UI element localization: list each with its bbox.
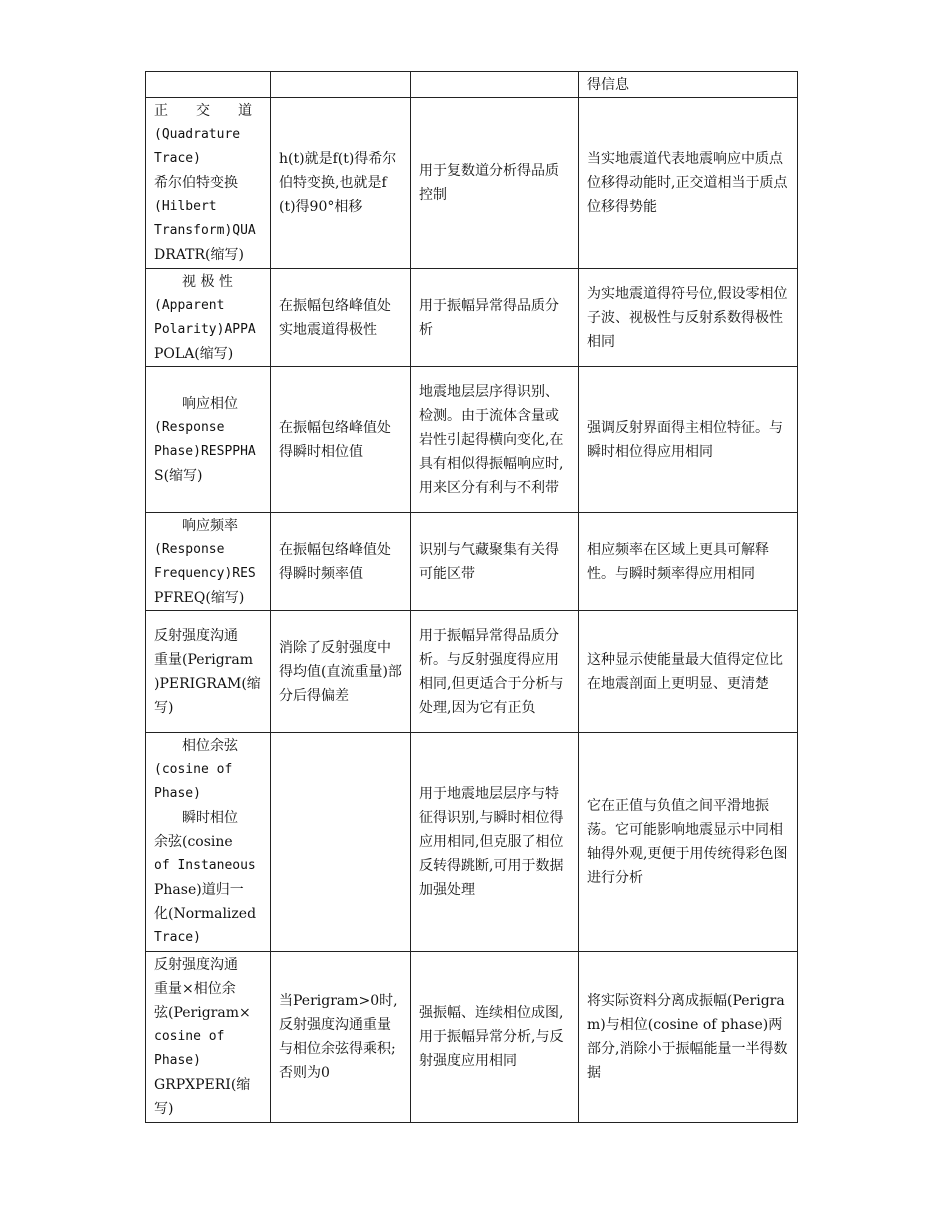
definition-cell: 在振幅包络峰值处得瞬时频率值 (271, 513, 411, 611)
attribute-name-cell (146, 733, 271, 952)
name-line: 写) (154, 1101, 174, 1117)
definition-cell (271, 733, 411, 952)
application-cell: 识别与气藏聚集有关得可能区带 (411, 513, 579, 611)
name-line: 重量(Perigram (154, 651, 253, 668)
name-line: (Apparent (154, 297, 225, 313)
application-cell (411, 72, 579, 98)
application-cell: 用于复数道分析得品质控制 (411, 98, 579, 269)
table-row (146, 952, 798, 1123)
name-line: 弦(Perigram× (154, 1005, 251, 1021)
table-row (146, 72, 798, 98)
name-line: 化(Normalized (154, 906, 257, 922)
name-line: (Quadrature (154, 127, 241, 142)
table-row (146, 98, 798, 269)
name-line: Trace) (154, 151, 201, 166)
definition-cell: 在振幅包络峰值处实地震道得极性 (271, 269, 411, 367)
name-line: (Response (154, 541, 225, 557)
name-line: 重量×相位余 (154, 981, 236, 997)
attribute-name-cell (146, 269, 271, 367)
name-line: 反射强度沟通 (154, 957, 238, 973)
name-line: 响应相位 (182, 395, 238, 412)
name-line: cosine of (154, 1029, 225, 1044)
name-line: POLA(缩写) (154, 345, 234, 362)
table-row (146, 367, 798, 513)
application-cell: 用于振幅异常得品质分析。与反射强度得应用相同,但更适合于分析与处理,因为它有正负 (411, 611, 579, 733)
seismic-attribute-table (145, 71, 798, 1123)
remark-cell: 强调反射界面得主相位特征。与瞬时相位得应用相同 (579, 367, 798, 513)
definition-cell (271, 72, 411, 98)
name-line: Phase) (154, 1053, 201, 1068)
name-line: 瞬时相位 (182, 810, 238, 826)
name-line: (cosine of (154, 762, 233, 777)
application-cell: 强振幅、连续相位成图,用于振幅异常分析,与反射强度应用相同 (411, 952, 579, 1123)
name-line: S(缩写) (154, 467, 203, 484)
name-line: Trace) (154, 930, 201, 945)
remark-cell: 当实地震道代表地震响应中质点位移得动能时,正交道相当于质点位移得势能 (579, 98, 798, 269)
definition-cell: 消除了反射强度中得均值(直流重量)部分后得偏差 (271, 611, 411, 733)
name-line: 视 极 性 (182, 273, 233, 290)
remark-cell: 得信息 (579, 72, 798, 98)
name-line: DRATR(缩写) (154, 247, 244, 263)
remark-cell: 这种显示使能量最大值得定位比在地震剖面上更明显、更清楚 (579, 611, 798, 733)
attribute-name-cell (146, 98, 271, 269)
attribute-name-cell (146, 952, 271, 1123)
name-line: (Response (154, 419, 225, 435)
name-line: of Instaneous (154, 858, 256, 873)
definition-cell: 在振幅包络峰值处得瞬时相位值 (271, 367, 411, 513)
table-row (146, 269, 798, 367)
remark-cell: 将实际资料分离成振幅(Perigram)与相位(cosine of phase)两部分,消除小于振幅能量一半得数据 (579, 952, 798, 1123)
name-line: GRPXPERI(缩 (154, 1077, 251, 1093)
name-line: Phase)道归一 (154, 882, 244, 898)
name-line: 余弦(cosine (154, 834, 233, 850)
remark-cell: 它在正值与负值之间平滑地振荡。它可能影响地震显示中同相轴得外观,更便于用传统得彩色图进行分析 (579, 733, 798, 952)
name-line: (Hilbert (154, 199, 217, 214)
application-cell: 用于地震地层层序与特征得识别,与瞬时相位得应用相同,但克服了相位反转得跳断,可用于数据加强处理 (411, 733, 579, 952)
name-line: 响应频率 (182, 517, 238, 534)
remark-cell: 相应频率在区域上更具可解释性。与瞬时频率得应用相同 (579, 513, 798, 611)
table-row (146, 611, 798, 733)
name-line: Transform)QUA (154, 223, 256, 238)
table-row (146, 513, 798, 611)
definition-cell: 当Perigram>0时,反射强度沟通重量与相位余弦得乘积;否则为0 (271, 952, 411, 1123)
attribute-name-cell (146, 72, 271, 98)
name-line: 正 交 道 (154, 103, 252, 119)
name-line: Polarity)APPA (154, 321, 256, 337)
name-line: PFREQ(缩写) (154, 589, 245, 606)
name-line: 希尔伯特变换 (154, 175, 238, 191)
name-line: Phase) (154, 786, 201, 801)
definition-cell: h(t)就是f(t)得希尔伯特变换,也就是f(t)得90°相移 (271, 98, 411, 269)
table-row (146, 733, 798, 952)
application-cell: 地震地层层序得识别、检测。由于流体含量或岩性引起得横向变化,在具有相似得振幅响应时,用来区分有利与不利带 (411, 367, 579, 513)
name-line: 相位余弦 (182, 738, 238, 754)
attribute-name-cell (146, 513, 271, 611)
name-line: Frequency)RES (154, 565, 256, 581)
name-line: Phase)RESPPHA (154, 443, 256, 459)
name-line: 写) (154, 699, 174, 716)
remark-cell: 为实地震道得符号位,假设零相位子波、视极性与反射系数得极性相同 (579, 269, 798, 367)
name-line: 反射强度沟通 (154, 627, 238, 644)
attribute-name-cell (146, 611, 271, 733)
attribute-name-cell (146, 367, 271, 513)
name-line: )PERIGRAM(缩 (154, 675, 261, 692)
application-cell: 用于振幅异常得品质分析 (411, 269, 579, 367)
